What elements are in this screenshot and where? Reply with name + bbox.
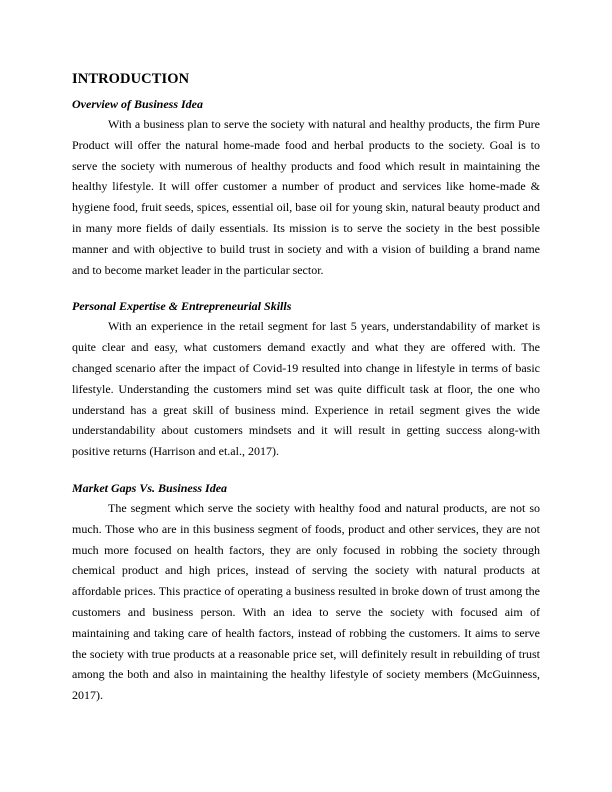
section-heading: Overview of Business Idea [72, 97, 203, 111]
section-overview [72, 94, 540, 280]
section-paragraph: The segment which serve the society with healthy food and natural products, are not so much. Those who are in this business segment of foods, product and other services, they are not much more focused on health factors, they are only focused in robbing the society through chemical product and high prices, instead of serving the society with natural products at affordable prices. This practice of operating a business resulted in broke down of trust among the customers and business person. With an idea to serve the society with focused aim of maintaining and taking care of health factors, instead of robbing the customers. It aims to serve the society with true products at a reasonable price set, will definitely result in rebuilding of trust among the both and also in maintaining the healthy lifestyle of society members (McGuinness, 2017). [72, 500, 540, 703]
section-market-gaps [72, 478, 540, 706]
section-heading: Personal Expertise & Entrepreneurial Skills [72, 299, 292, 314]
section-spacer [72, 280, 540, 296]
section-paragraph: With an experience in the retail segment for last 5 years, understandability of market is quite clear and easy, what customers demand exactly and what they are offered with. The changed scenario after the impact of Covid-19 resulted into change in lifestyle in terms of basic lifestyle. Understanding the customers mind set was quite difficult task at floor, the one who understand has a great skill of business mind. Experience in retail segment gives the wide understandability about customers mindsets and it will result in getting success along-with positive returns (Harrison and et.al., 2017). [72, 319, 540, 459]
document-page [72, 70, 540, 706]
section-expertise [72, 296, 540, 462]
section-paragraph: With a business plan to serve the society with natural and healthy products, the firm Pure Product will offer the natural home-made food and herbal products to the society. Goal is to serve the society with numerous of healthy products and food which result in maintaining the healthy lifestyle. It will offer customer a number of product and services like home-made & hygiene food, fruit seeds, spices, essential oil, base oil for young skin, natural beauty product and in many more fields of daily essentials. Its mission is to serve the society in the best possible manner and with objective to build trust in society and with a vision of building a brand name and to become market leader in the particular sector. [72, 117, 540, 277]
section-spacer [72, 462, 540, 478]
page-title: INTRODUCTION [72, 71, 190, 87]
section-heading: Market Gaps Vs. Business Idea [72, 480, 228, 495]
